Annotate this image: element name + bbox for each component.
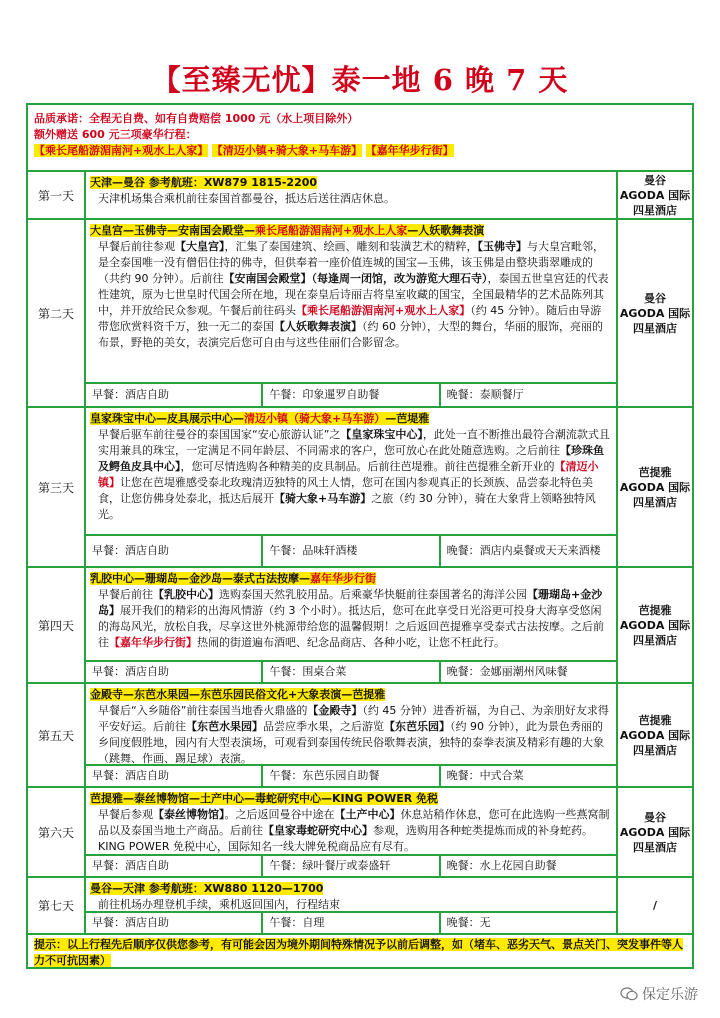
breakfast-cell: 早餐：酒店自助 — [92, 916, 169, 929]
gift-item: 【清迈小镇+骑大象+马车游】 — [211, 144, 363, 157]
description-segment: 【骑大象+马车游】 — [274, 492, 372, 505]
day-row — [28, 568, 692, 684]
description-segment: 【金殿寺】 — [307, 704, 363, 717]
day-content — [86, 878, 616, 913]
description-segment: 【珊瑚岛+金沙岛】 — [98, 588, 603, 617]
dinner-cell: 晚餐：泰顺餐厅 — [439, 384, 616, 406]
lunch-cell: 午餐：绿叶餐厅或泰盛轩 — [261, 856, 438, 876]
day-row — [28, 684, 692, 788]
description-segment: 品尝应季水果，之后游览 — [263, 720, 384, 733]
description-segment: 之旅（约 30 分钟），骑在大象背上领略独特风光。 — [98, 492, 596, 521]
description-segment: ，泰国五世皇宫廷的代表性建筑，原为七世皇时代国会所在地，现在泰皇后诗丽吉将皇室收藏的国宝，全国最精华的艺术品陈列其中，并开放给民众参观。午餐后前往码头 — [98, 272, 609, 317]
day-description — [90, 191, 612, 207]
hotel-cell: 曼谷 AGODA 国际 四星酒店 — [616, 220, 692, 406]
description-segment: 【玉佛寺】 — [477, 240, 527, 253]
description-segment: ，此处一直不断推出最符合潮流款式且实用兼具的珠宝，一定满足不同年龄层、不同需求的客户，您可放心在此处随意选购。之后前往 — [98, 428, 610, 457]
route-text: 金殿寺—东芭水果园—东芭乐园民俗文化+大象表演—芭提雅 — [90, 688, 386, 701]
watermark — [620, 984, 698, 1004]
page-title: 【至臻无忧】泰一地 6 晚 7 天 — [151, 63, 569, 97]
day-row — [28, 878, 692, 935]
route-heading — [90, 223, 612, 239]
description-segment: 【土产中心】 — [334, 808, 401, 821]
description-segment: 选购泰国天然乳胶用品。后乘豪华快艇前往泰国著名的海洋公园 — [219, 588, 527, 601]
route-segment: —人妖歌舞表演 — [407, 224, 485, 237]
meal-row — [86, 382, 616, 406]
hotel-cell: 芭提雅 AGODA 国际 四星酒店 — [616, 684, 692, 786]
breakfast-cell: 早餐：酒店自助 — [92, 769, 169, 782]
day-description — [90, 239, 612, 351]
description-segment: 让您在芭堤雅感受泰北玫瑰清迈独特的风土人情，您可在国内参观真正的长颈族、品尝泰北特色美食，让您仿佛身处泰北，抵达后展开 — [98, 476, 593, 505]
route-segment: 乳胶中心—珊瑚岛—金沙岛—泰式古法按摩— — [90, 572, 310, 585]
day-content — [86, 408, 616, 523]
dinner-cell: 晚餐：中式合菜 — [439, 766, 616, 786]
description-segment: 早餐后参观 — [98, 808, 153, 821]
hotel-cell: 芭提雅 AGODA 国际 四星酒店 — [616, 568, 692, 682]
route-heading — [90, 411, 612, 427]
day-content — [86, 788, 616, 855]
lunch-cell: 午餐：品味轩酒楼 — [261, 536, 438, 566]
day-label: 第四天 — [28, 568, 86, 682]
route-heading — [90, 571, 612, 587]
gift-item: 【乘长尾船游湄南河+观水上人家】 — [34, 144, 209, 157]
day-label: 第五天 — [28, 684, 86, 786]
description-segment: 早餐后前往参观 — [98, 240, 175, 253]
day-content — [86, 568, 616, 651]
day-label: 第三天 — [28, 408, 86, 566]
day-label: 第一天 — [28, 172, 86, 218]
breakfast-cell: 早餐：酒店自助 — [92, 388, 169, 401]
day-label: 第二天 — [28, 220, 86, 406]
route-text: 天津—曼谷 参考航班：XW879 1815-2200 — [90, 176, 318, 189]
day-description — [90, 427, 612, 523]
route-heading — [90, 791, 612, 807]
dinner-cell: 晚餐：酒店内桌餐或天天来酒楼 — [439, 536, 616, 566]
route-text — [90, 412, 429, 425]
route-segment: 大皇宫—玉佛寺—安南国会殿堂— — [90, 224, 255, 237]
breakfast-cell: 早餐：酒店自助 — [92, 544, 169, 557]
day-description — [90, 807, 612, 855]
day-row — [28, 788, 692, 878]
wechat-icon — [620, 987, 638, 1001]
description-segment: 天津机场集合乘机前往泰国首都曼谷，抵达后送往酒店休息。 — [98, 192, 395, 205]
gift-list — [34, 143, 686, 159]
description-segment: （约 45 分钟）。随后由导游带您欣赏料资千万，独一无二的泰国 — [98, 304, 602, 333]
tip-note — [28, 935, 692, 971]
description-segment: 前往机场办理登机手续，乘机返回国内，行程结束 — [98, 898, 340, 911]
hotel-cell: 曼谷 AGODA 国际 四星酒店 — [616, 172, 692, 218]
quality-promise: 品质承诺：全程无自费、如有自费赔偿 1000 元（水上项目除外） — [34, 112, 359, 125]
description-segment: 早餐后“入乡随俗”前往泰国当地香火鼎盛的 — [98, 704, 308, 717]
description-segment: 热闹的街道遍布酒吧、纪念品商店、各种小吃，让您不枉此行。 — [197, 636, 505, 649]
route-segment: 皇家珠宝中心—皮具展示中心— — [90, 412, 244, 425]
meal-row — [86, 660, 616, 682]
day-row — [28, 408, 692, 568]
hotel-cell: 芭提雅 AGODA 国际 四星酒店 — [616, 408, 692, 566]
day-content — [86, 172, 616, 207]
day-row — [28, 220, 692, 408]
day-content — [86, 220, 616, 351]
description-segment: 【安南国会殿堂】（每逢周一闭馆，改为游览大理石寺） — [223, 272, 488, 285]
route-heading — [90, 175, 612, 191]
hotel-cell: / — [616, 878, 692, 933]
lunch-cell: 午餐：围桌合菜 — [261, 662, 438, 682]
gift-item: 【嘉年华步行街】 — [365, 144, 454, 157]
watermark-text: 保定乐游 — [642, 987, 698, 1003]
description-segment: 早餐后前往 — [98, 588, 153, 601]
description-segment: ，您可尽情选购各种精美的皮具制品。后前往芭堤雅。前往芭提雅全新开业的 — [180, 460, 555, 473]
dinner-cell: 晚餐：金娜丽潮州风味餐 — [439, 662, 616, 682]
description-segment: 【皇家珠宝中心】 — [340, 428, 423, 441]
description-segment: 与大皇宫毗邻，是全泰国唯一没有僧侣住持的佛寺，但供奉着一座价值连城的国宝—玉佛，该玉佛是由整块翡翠雕成的（共约 90 分钟）。后前往 — [98, 240, 604, 285]
meal-row — [86, 854, 616, 876]
description-segment: 【人妖歌舞表演】 — [274, 320, 362, 333]
meal-row — [86, 911, 616, 933]
description-segment: 【乘长尾船游湄南河+观水上人家】 — [296, 304, 471, 317]
dinner-cell: 晚餐：无 — [439, 913, 616, 933]
route-segment: —芭堤雅 — [385, 412, 430, 425]
route-segment: 清迈小镇（骑大象+马车游） — [244, 412, 386, 425]
description-segment: 【东芭水果园】 — [186, 720, 263, 733]
day-row — [28, 172, 692, 220]
description-segment: （约 90 分钟），此为景色秀丽的乡间度假胜地，园内有大型表演场，可观看到泰国传统民俗歌舞表演，独特的泰拳表演及精彩有趣的大象（跳舞、作画、踢足球）表演。 — [98, 720, 604, 765]
lunch-cell: 午餐：东芭乐园自助餐 — [261, 766, 438, 786]
day-label: 第七天 — [28, 878, 86, 933]
breakfast-cell: 早餐：酒店自助 — [92, 859, 169, 872]
description-segment: 【泰丝博物馆】 — [153, 808, 225, 821]
day-label: 第六天 — [28, 788, 86, 876]
description-segment: 【乳胶中心】 — [153, 588, 219, 601]
description-segment: 【大皇宫】 — [175, 240, 225, 253]
description-segment: 。之后返回曼谷中途在 — [224, 808, 335, 821]
route-segment: 嘉年华步行街 — [310, 572, 376, 585]
description-segment: ，汇集了泰国建筑、绘画、雕刻和装潢艺术的精粹， — [224, 240, 478, 253]
description-segment: （约 45 分钟）进香祈福，为自己、为亲朋好友求得平安好运。后前往 — [98, 704, 609, 733]
description-segment: 【皇家毒蛇研究中心】 — [263, 824, 373, 837]
tip-text: 提示：以上行程先后顺序仅供您参考，有可能会因为境外期间特殊情况予以前后调整，如（堵车、恶劣天气、景点关门、突发事件等人力不可抗因素） — [34, 938, 683, 967]
day-description — [90, 703, 612, 767]
description-segment: （约 60 分钟），大型的舞台，华丽的服饰，亮丽的布景，野艳的美女，表演完后您可自由与这些佳丽们合影留念。 — [98, 320, 603, 349]
description-segment: 【东芭乐园】 — [384, 720, 450, 733]
description-segment: 参观，选购用各种蛇类提炼而成的补身蛇药。KING POWER 免税中心，国际知名一线大牌免税商品应有尽有。 — [98, 824, 593, 853]
day-content — [86, 684, 616, 767]
hotel-cell: 曼谷 AGODA 国际 四星酒店 — [616, 788, 692, 876]
lunch-cell: 午餐：印象暹罗自助餐 — [261, 384, 438, 406]
dinner-cell: 晚餐：水上花园自助餐 — [439, 856, 616, 876]
route-text — [90, 572, 376, 585]
description-segment: 早餐后驱车前往曼谷的泰国国家“安心旅游认证”之 — [98, 428, 341, 441]
route-text: 芭提雅—泰丝博物馆—土产中心—毒蛇研究中心—KING POWER 免税 — [90, 792, 439, 805]
route-heading — [90, 687, 612, 703]
meal-row — [86, 534, 616, 566]
description-segment: 展开我们的精彩的出海风情游（约 3 个小时）。抵达后，您可在此享受日光浴更可投身大海享受悠闲的海岛风光，放松自我，尽享这世外桃源带给您的温馨假期！之后返回芭提雅享受泰式古法按摩。之后前往 — [98, 604, 604, 649]
description-segment: 休息站稍作休息，您可在此选购一些燕窝制品以及泰国当地土产商品。后前往 — [98, 808, 610, 837]
description-segment: 【嘉年华步行街】 — [109, 636, 197, 649]
intro-section — [28, 105, 692, 172]
route-text: 曼谷—天津 参考航班：XW880 1120—1700 — [90, 882, 324, 895]
gift-title: 额外赠送 600 元三项豪华行程： — [34, 128, 197, 141]
description-segment: 【珍珠鱼及鳄鱼皮具中心】 — [98, 444, 604, 473]
description-segment: 【清迈小镇】 — [98, 460, 599, 489]
lunch-cell: 午餐：自理 — [261, 913, 438, 933]
route-text — [90, 224, 484, 237]
route-heading — [90, 881, 612, 897]
breakfast-cell: 早餐：酒店自助 — [92, 665, 169, 678]
route-segment: 乘长尾船游湄南河+观水上人家 — [255, 224, 408, 237]
meal-row — [86, 764, 616, 786]
day-description — [90, 587, 612, 651]
